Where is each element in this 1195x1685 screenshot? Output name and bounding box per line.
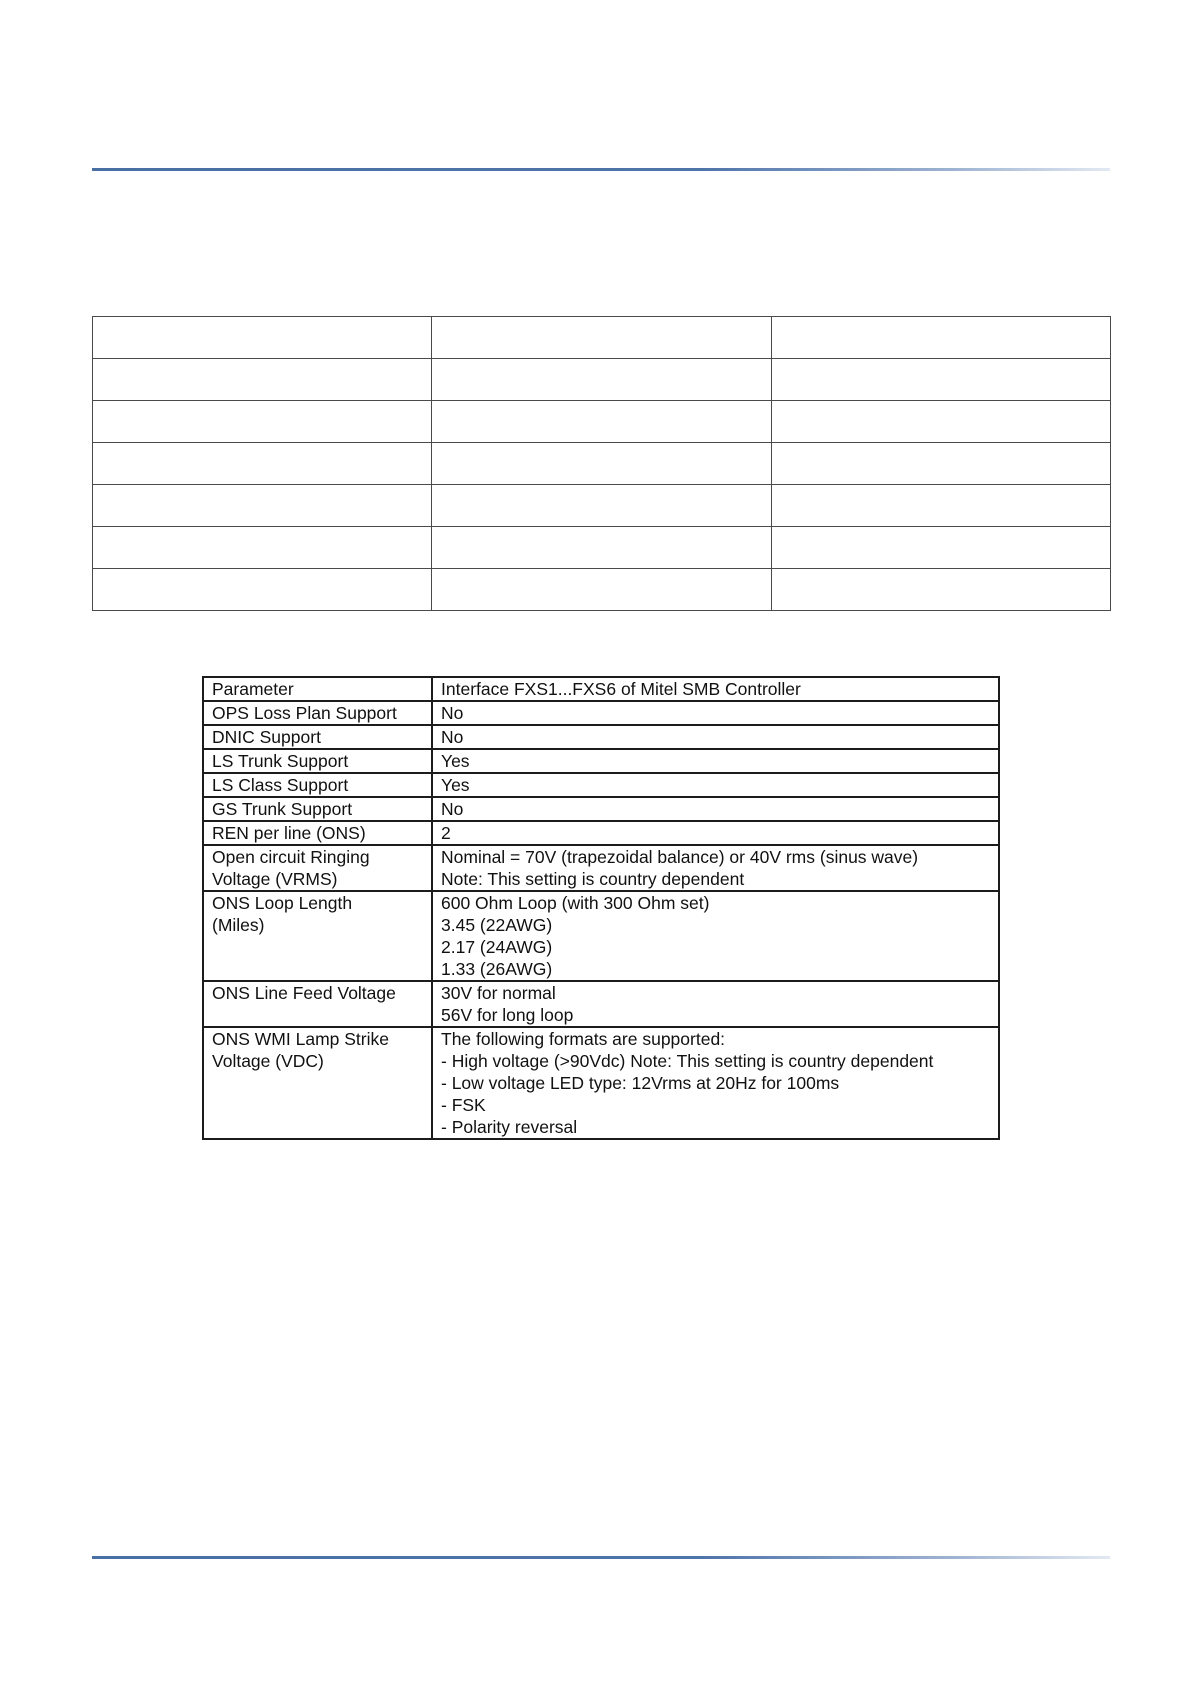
empty-table-cell	[93, 317, 432, 359]
empty-table-cell	[432, 527, 771, 569]
spec-table-row	[203, 1027, 999, 1139]
empty-table-row	[93, 359, 1111, 401]
value-text: 600 Ohm Loop (with 300 Ohm set)	[441, 893, 710, 913]
empty-table-cell	[432, 401, 771, 443]
spec-table-row	[203, 797, 999, 821]
footer-divider	[92, 1556, 1110, 1559]
header-value-cell: Interface FXS1...FXS6 of Mitel SMB Controller	[432, 677, 999, 701]
value-cell	[432, 891, 999, 981]
value-cell	[432, 981, 999, 1027]
value-text: - FSK	[441, 1095, 486, 1115]
parameter-cell	[203, 773, 432, 797]
parameter-cell	[203, 1027, 432, 1139]
value-cell	[432, 749, 999, 773]
value-text: 1.33 (26AWG)	[441, 959, 553, 979]
value-text: Yes	[441, 751, 470, 771]
value-text: No	[441, 727, 464, 747]
value-text: 56V for long loop	[441, 1005, 574, 1025]
spec-table-row	[203, 981, 999, 1027]
empty-table-row	[93, 443, 1111, 485]
parameter-cell	[203, 797, 432, 821]
spec-table-container	[202, 676, 998, 1140]
empty-table	[92, 316, 1111, 611]
parameter-text: Voltage (VRMS)	[212, 869, 338, 889]
header-parameter-cell: Parameter	[203, 677, 432, 701]
parameter-text: Voltage (VDC)	[212, 1051, 324, 1071]
empty-table-cell	[771, 401, 1110, 443]
empty-table-cell	[432, 317, 771, 359]
value-text: 2.17 (24AWG)	[441, 937, 553, 957]
value-text: - High voltage (>90Vdc) Note: This setting is country dependent	[441, 1051, 934, 1071]
header-divider	[92, 168, 1110, 171]
value-text: 30V for normal	[441, 983, 556, 1003]
empty-table-cell	[432, 359, 771, 401]
spec-table-row	[203, 749, 999, 773]
parameter-text: ONS Loop Length	[212, 893, 353, 913]
empty-table-row	[93, 569, 1111, 611]
spec-table-row	[203, 725, 999, 749]
value-text: Note: This setting is country dependent	[441, 869, 745, 889]
empty-table-cell	[432, 569, 771, 611]
value-text: No	[441, 799, 464, 819]
spec-table	[202, 676, 1000, 1140]
value-cell	[432, 725, 999, 749]
parameter-cell	[203, 749, 432, 773]
empty-table-cell	[771, 569, 1110, 611]
empty-table-cell	[93, 401, 432, 443]
empty-table-row	[93, 485, 1111, 527]
value-text: No	[441, 703, 464, 723]
value-text: Yes	[441, 775, 470, 795]
empty-table-cell	[93, 443, 432, 485]
value-text: 2	[441, 823, 451, 843]
empty-table-cell	[93, 359, 432, 401]
value-cell	[432, 845, 999, 891]
empty-table-cell	[771, 443, 1110, 485]
value-text: 3.45 (22AWG)	[441, 915, 553, 935]
parameter-cell	[203, 845, 432, 891]
spec-table-row	[203, 701, 999, 725]
parameter-cell	[203, 981, 432, 1027]
value-cell	[432, 821, 999, 845]
empty-table-cell	[771, 359, 1110, 401]
parameter-cell	[203, 891, 432, 981]
parameter-text: REN per line (ONS)	[212, 823, 366, 843]
parameter-cell	[203, 725, 432, 749]
empty-table-row	[93, 527, 1111, 569]
empty-table-cell	[771, 485, 1110, 527]
empty-table-row	[93, 401, 1111, 443]
empty-table-cell	[432, 443, 771, 485]
parameter-text: LS Class Support	[212, 775, 349, 795]
spec-table-row	[203, 773, 999, 797]
parameter-text: ONS Line Feed Voltage	[212, 983, 396, 1003]
parameter-cell	[203, 821, 432, 845]
empty-table-cell	[93, 569, 432, 611]
value-text: - Polarity reversal	[441, 1117, 578, 1137]
value-cell	[432, 773, 999, 797]
parameter-text: OPS Loss Plan Support	[212, 703, 397, 723]
parameter-text: LS Trunk Support	[212, 751, 349, 771]
value-cell	[432, 701, 999, 725]
parameter-text: (Miles)	[212, 915, 265, 935]
value-text: Nominal = 70V (trapezoidal balance) or 40V rms (sinus wave)	[441, 847, 919, 867]
parameter-text: Open circuit Ringing	[212, 847, 370, 867]
value-cell	[432, 1027, 999, 1139]
spec-table-row	[203, 845, 999, 891]
parameter-text: GS Trunk Support	[212, 799, 353, 819]
empty-table-cell	[93, 485, 432, 527]
parameter-cell	[203, 701, 432, 725]
value-cell	[432, 797, 999, 821]
spec-table-header-row	[203, 677, 999, 701]
empty-table-cell	[432, 485, 771, 527]
empty-table-cell	[771, 317, 1110, 359]
empty-table-cell	[771, 527, 1110, 569]
empty-table-row	[93, 317, 1111, 359]
value-text: The following formats are supported:	[441, 1029, 726, 1049]
empty-table-cell	[93, 527, 432, 569]
parameter-text: ONS WMI Lamp Strike	[212, 1029, 389, 1049]
parameter-text: DNIC Support	[212, 727, 321, 747]
value-text: - Low voltage LED type: 12Vrms at 20Hz for 100ms	[441, 1073, 840, 1093]
spec-table-row	[203, 891, 999, 981]
spec-table-row	[203, 821, 999, 845]
